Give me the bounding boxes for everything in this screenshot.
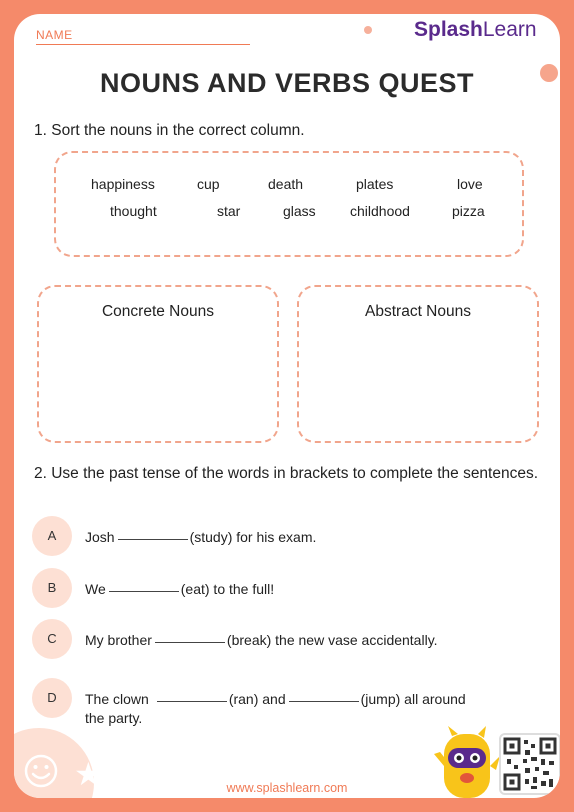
word: cup [197,176,220,192]
word: happiness [91,176,155,192]
word: thought [110,203,157,219]
answer-blank[interactable] [118,539,188,540]
star-icon: ★ [74,756,103,792]
word-bank [54,151,524,257]
sentence [85,580,274,599]
mascot-icon [432,726,502,798]
question-1-prompt: 1. Sort the nouns in the correct column. [34,122,305,139]
splashlearn-logo [414,18,537,42]
page-title: NOUNS AND VERBS QUEST [99,68,475,98]
letter-badge: D [32,678,72,718]
sentence-text: Josh [85,529,115,545]
word: plates [356,176,394,192]
qr-code-icon[interactable] [499,733,560,795]
word: glass [283,203,316,219]
sentence-text: My brother [85,632,152,648]
word: love [457,176,483,192]
name-label: NAME [36,28,73,42]
word: death [268,176,304,192]
star-icon: ★ [114,756,143,792]
letter-badge: B [32,568,72,608]
decor-dot [364,26,372,34]
letter-badge: C [32,619,72,659]
sentence-text: the party. [85,710,143,726]
sentence-text: The clown [85,691,149,707]
column-title: Abstract Nouns [365,303,471,320]
question-2-prompt: 2. Use the past tense of the words in brackets to complete the sentences. [34,465,539,482]
answer-blank[interactable] [155,642,225,643]
sentence-text: (break) the new vase accidentally. [226,632,438,648]
worksheet [14,14,560,798]
concrete-nouns-box[interactable] [37,285,279,443]
sentence-text: We [85,581,106,597]
name-line [36,44,250,45]
sentence-text: (eat) to the full! [180,581,275,597]
sentence-text: (jump) all around [360,691,466,707]
answer-blank[interactable] [289,701,359,702]
star-icon: ★ [154,756,183,792]
word: childhood [350,203,410,219]
logo-bold: Splash [414,18,483,41]
sentence [85,690,466,728]
answer-blank[interactable] [157,701,227,702]
word: pizza [452,203,485,219]
sentence [85,528,316,547]
sentence [85,631,438,650]
letter-badge: A [32,516,72,556]
word: star [217,203,241,219]
abstract-nouns-box[interactable] [297,285,539,443]
sentence-text: (study) for his exam. [189,529,317,545]
sentence-text: (ran) and [228,691,286,707]
column-title: Concrete Nouns [101,303,214,320]
answer-blank[interactable] [109,591,179,592]
logo-regular: Learn [482,18,537,41]
footer-url[interactable]: www.splashlearn.com [226,781,348,795]
